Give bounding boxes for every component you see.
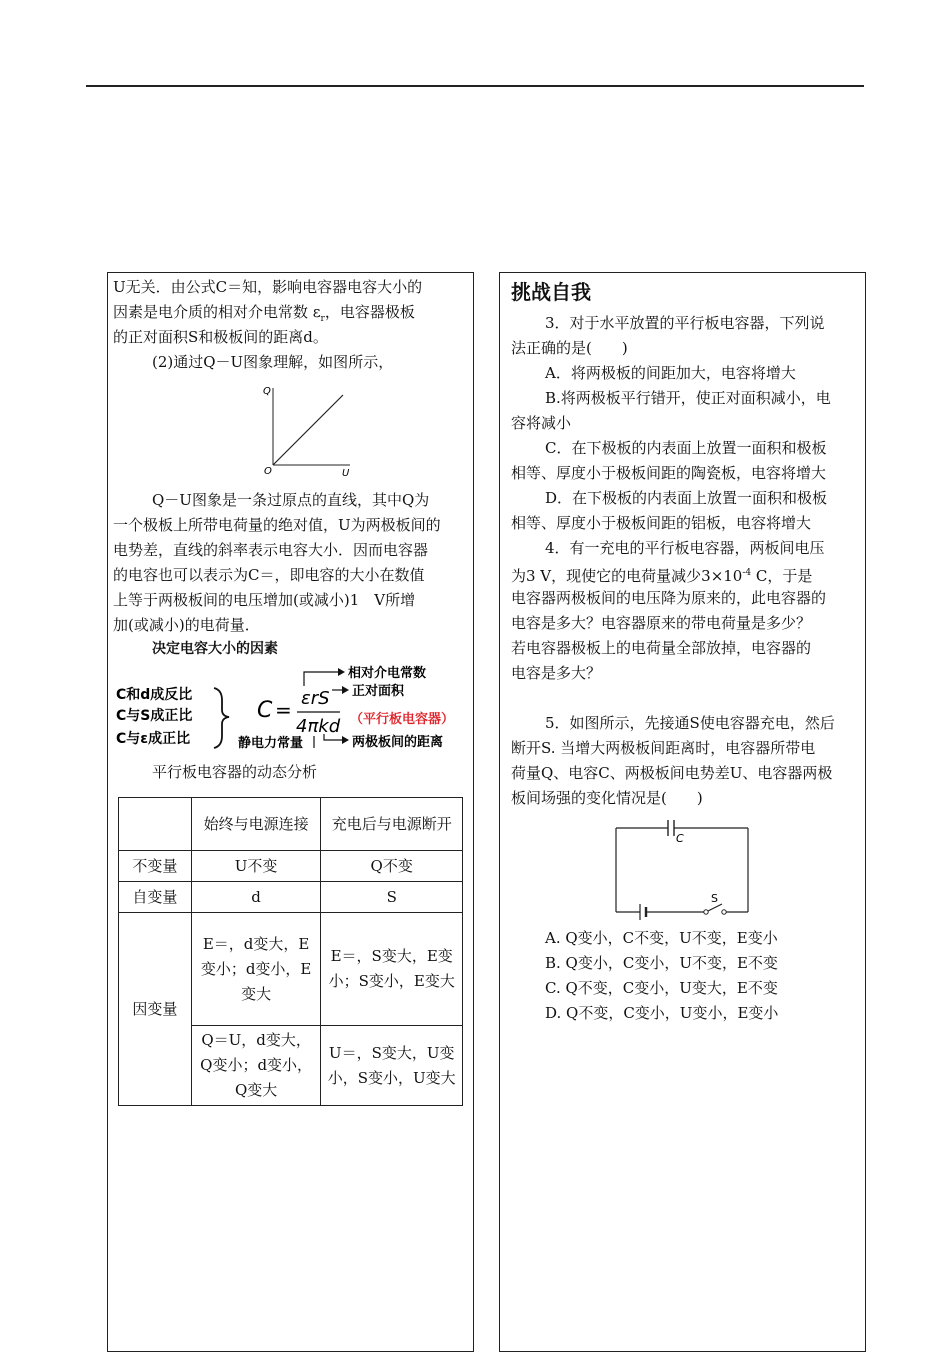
label-dielectric: 相对介电常数 — [348, 666, 427, 681]
label-parallel-plate: （平行板电容器） — [350, 712, 455, 727]
table-row — [119, 851, 463, 882]
q4-line1: 4．有一充电的平行板电容器，两板间电压 — [545, 539, 825, 557]
factor-line-d: C和d成反比 — [116, 687, 193, 703]
q5-option-c: C. Q不变，C变小，U变大，E不变 — [545, 979, 778, 997]
brace-icon — [214, 688, 229, 748]
graph-y-label: Q — [263, 386, 271, 397]
circuit-diagram — [608, 818, 758, 922]
q3-option-c-line1: C．在下极板的内表面上放置一面积和极板 — [545, 439, 827, 457]
table-cell: Q＝U，d变大，Q变小；d变小，Q变大 — [191, 1026, 321, 1106]
left-para3-line1: Q－U图象是一条过原点的直线，其中Q为 — [152, 491, 430, 509]
table-header-row — [119, 798, 463, 851]
capacitance-factors-diagram — [114, 662, 464, 758]
q5-stem-line3: 荷量Q、电容C、两极板间电势差U、电容器两极 — [511, 764, 833, 782]
table-header-disconnected: 充电后与电源断开 — [321, 798, 463, 851]
table-cell: E＝，d变大，E变小；d变小，E变大 — [191, 913, 321, 1026]
left-para3-line5: 上等于两极板间的电压增加(或减小)1 V所增 — [113, 591, 416, 609]
table-cell: 不变量 — [119, 851, 192, 882]
table-row — [119, 913, 463, 1026]
left-para1-line3: 的正对面积S和极板间的距离d。 — [113, 328, 328, 346]
label-area: 正对面积 — [352, 684, 405, 699]
factor-line-eps: C与ε成正比 — [116, 731, 191, 747]
left-para3-line4: 的电容也可以表示为C＝，即电容的大小在数值 — [113, 566, 425, 584]
q3-stem-line2: 法正确的是( ) — [511, 339, 628, 357]
switch-icon — [708, 904, 722, 911]
table-row — [119, 882, 463, 913]
left-para1-line1: U无关．由公式C＝知，影响电容器电容大小的 — [113, 278, 423, 296]
left-para3-line2: 一个极板上所带电荷量的绝对值，U为两极板间的 — [113, 516, 441, 534]
q-u-graph — [258, 380, 358, 480]
q3-option-c-line2: 相等、厚度小于极板间距的陶瓷板，电容将增大 — [511, 464, 827, 482]
label-distance: 两极板间的距离 — [352, 735, 444, 750]
q5-option-a: A. Q变小，C不变，U不变，E变小 — [545, 929, 778, 947]
table-cell: 自变量 — [119, 882, 192, 913]
q3-stem-line1: 3．对于水平放置的平行板电容器，下列说 — [545, 314, 825, 332]
table-cell: U＝，S变大，U变小，S变小，U变大 — [321, 1026, 463, 1106]
left-para3-line6: 加(或减小)的电荷量． — [113, 616, 260, 634]
label-coulomb-constant: 静电力常量 — [238, 736, 304, 751]
table-cell: U不变 — [191, 851, 321, 882]
q4-line5: 若电容器极板上的电荷量全部放掉，电容器的 — [511, 639, 812, 657]
q4-line3: 电容器两极板间的电压降为原来的，此电容器的 — [511, 589, 827, 607]
q3-option-a: A．将两极板的间距加大，电容将增大 — [545, 364, 796, 382]
q5-stem-line2: 断开S. 当增大两极板间距离时，电容器所带电 — [511, 739, 816, 757]
q3-option-b-line2: 容将减小 — [511, 414, 572, 432]
table-cell: 因变量 — [119, 913, 192, 1106]
formula-numerator: εrS — [301, 688, 330, 709]
table-caption: 平行板电容器的动态分析 — [152, 763, 318, 781]
header-rule — [86, 85, 864, 87]
table-corner-cell — [119, 798, 192, 851]
factor-line-s: C与S成正比 — [116, 708, 193, 724]
graph-origin: O — [264, 466, 272, 477]
section-title: 挑战自我 — [511, 280, 591, 304]
q5-option-b: B. Q变小，C变小，U不变，E不变 — [545, 954, 778, 972]
q5-stem-line1: 5．如图所示，先接通S使电容器充电，然后 — [545, 714, 835, 732]
switch-label: S — [711, 892, 718, 905]
table-cell: d — [191, 882, 321, 913]
q5-stem-line4: 板间场强的变化情况是( ) — [511, 789, 703, 807]
q3-option-d-line2: 相等、厚度小于极板间距的铝板，电容将增大 — [511, 514, 812, 532]
table-cell: E＝，S变大，E变小；S变小，E变大 — [321, 913, 463, 1026]
formula-denominator: 4πkd — [296, 716, 341, 737]
capacitor-label: C — [676, 832, 684, 845]
q3-option-d-line1: D．在下极板的内表面上放置一面积和极板 — [545, 489, 828, 507]
table-cell: Q不变 — [321, 851, 463, 882]
graph-x-label: U — [342, 468, 350, 479]
q5-option-d: D. Q不变，C变小，U变小，E变小 — [545, 1004, 779, 1022]
left-para3-line3: 电势差，直线的斜率表示电容大小．因而电容器 — [113, 541, 429, 559]
q4-line6: 电容是多大？ — [511, 664, 602, 682]
formula-lhs: C — [257, 698, 273, 723]
left-para2: (2)通过Q－U图象理解，如图所示， — [152, 353, 394, 371]
dynamic-analysis-table — [118, 797, 463, 1106]
q3-option-b-line1: B.将两极板平行错开，使正对面积减小，电 — [545, 389, 831, 407]
table-cell: S — [321, 882, 463, 913]
q4-line4: 电容是多大？电容器原来的带电荷量是多少？ — [511, 614, 812, 632]
formula-equals: = — [275, 698, 292, 722]
table-header-connected: 始终与电源连接 — [191, 798, 321, 851]
factors-title: 决定电容大小的因素 — [152, 641, 278, 657]
q4-line2: 为3 V，现使它的电荷量减少$3\times 10^{-4}$ C，于是 — [511, 567, 813, 585]
left-para1-line2: 因素是电介质的相对介电常数 $\varepsilon_r$，电容器极板 — [113, 303, 415, 324]
